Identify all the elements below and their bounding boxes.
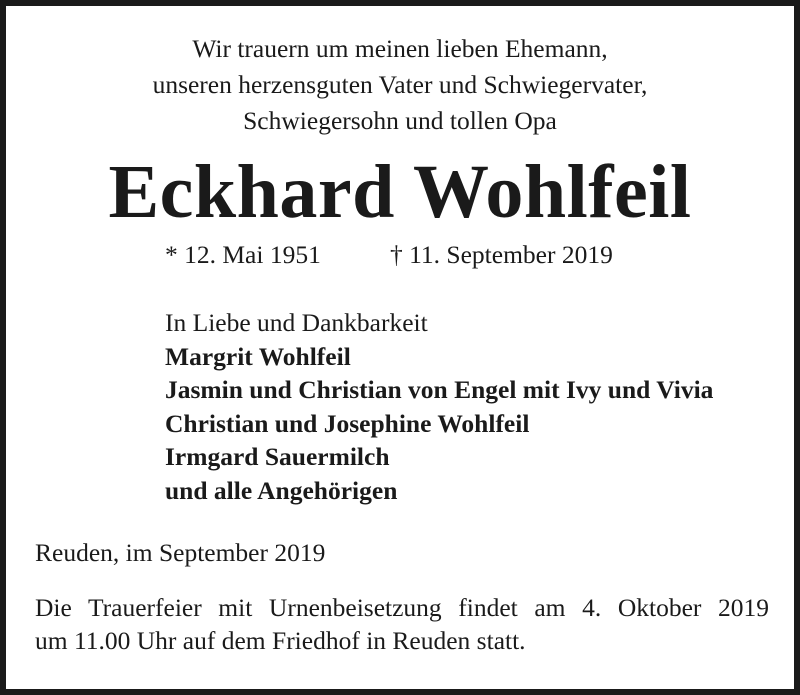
death-date: † 11. September 2019 (390, 240, 613, 269)
family-member: Christian und Josephine Wohlfeil (165, 408, 530, 438)
family-member: Jasmin und Christian von Engel mit Ivy und Vivia (165, 375, 714, 404)
place-and-date: Reuden, im September 2019 (35, 538, 326, 567)
intro-text (0, 31, 800, 139)
family-member: Irmgard Sauermilch (165, 442, 390, 471)
intro-line-3: Schwiegersohn und tollen Opa (243, 106, 557, 135)
intro-line-1: Wir trauern um meinen lieben Ehemann, (192, 34, 608, 63)
service-notice (35, 591, 769, 657)
service-notice-line-2: um 11.00 Uhr auf dem Friedhof in Reuden statt. (35, 626, 526, 655)
intro-line-2: unseren herzensguten Vater und Schwiegervater, (152, 70, 648, 99)
family-signatures (165, 306, 713, 507)
family-member: Margrit Wohlfeil (165, 341, 351, 371)
birth-date: * 12. Mai 1951 (165, 240, 321, 269)
family-heading: In Liebe und Dankbarkeit (165, 308, 428, 337)
family-member: und alle Angehörigen (165, 475, 398, 505)
service-notice-line-1: Die Trauerfeier mit Urnenbeisetzung findet am 4. Oktober 2019 (35, 593, 769, 622)
deceased-name: Eckhard Wohlfeil (108, 150, 692, 234)
